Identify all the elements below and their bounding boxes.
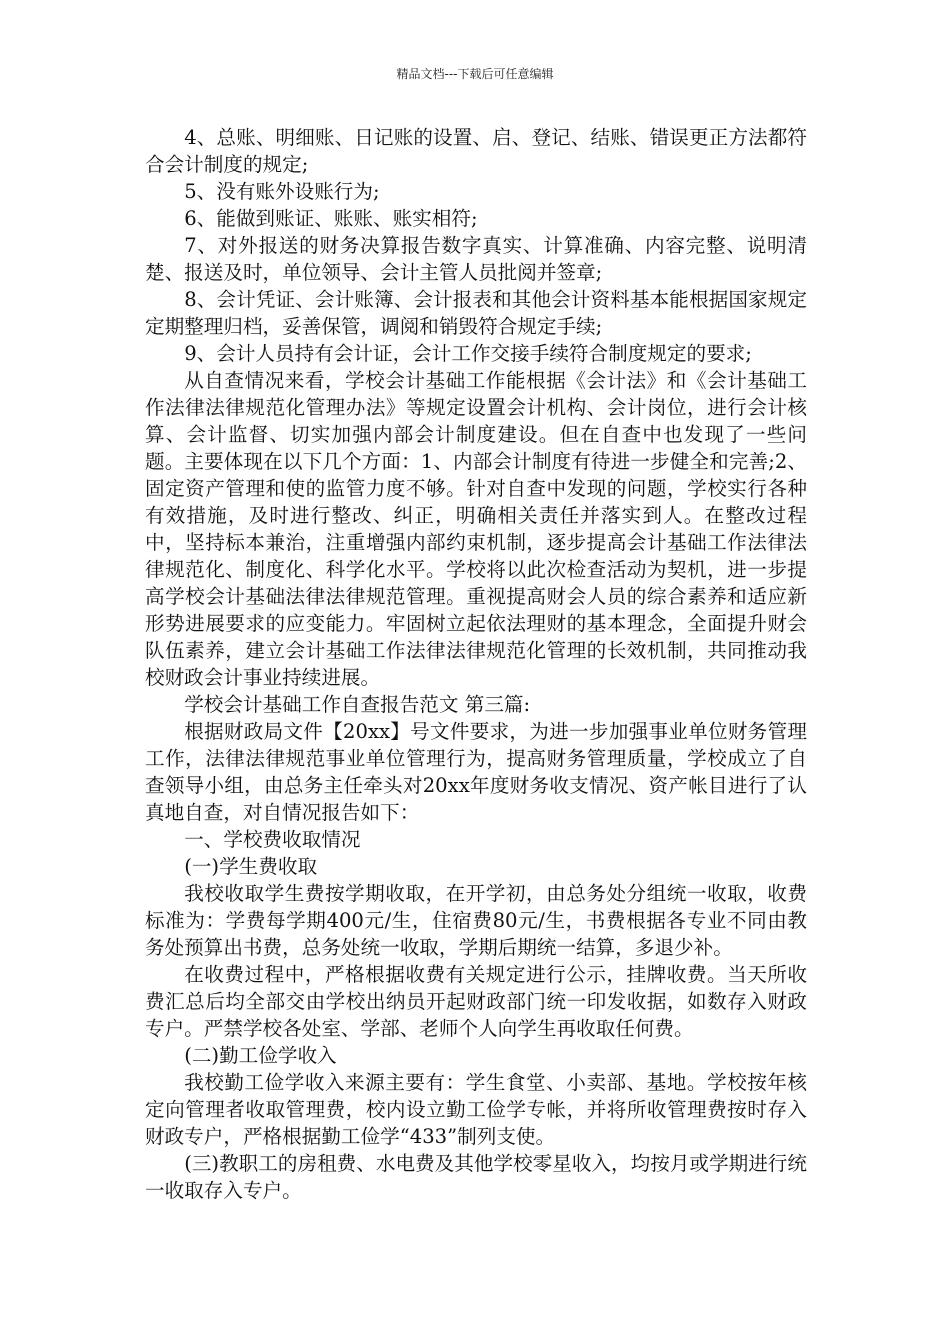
page-header: 精品文档---下载后可任意编辑 <box>396 67 554 81</box>
paragraph-intro: 根据财政局文件【20xx】号文件要求，为进一步加强事业单位财务管理工作，法律法律规范事业单位管理行为，提高财务管理质量，学校成立了自查领导小组，由总务主任牵头对20xx年度财务收支情况、资产帐目进行了认真地自查，对自情况报告如下： <box>145 720 807 824</box>
subheading-work-study: (二)勤工俭学收入 <box>184 1044 337 1067</box>
paragraph-self-check-summary: 从自查情况来看，学校会计基础工作能根据《会计法》和《会计基础工作法律法律规范化管理办法》等规定设置会计机构、会计岗位，进行会计核算、会计监督、切实加强内部会计制度建设。但在自查中也发现了一些问题。主要体现在以下几个方面：1、内部会计制度有待进一步健全和完善;2、固定资产管理和使的监管力度不够。针对自查中发现的问题，学校实行各种有效措施，及时进行整改、纠正，明确相关责任并落实到人。在整改过程中，坚持标本兼治，注重增强内部约束机制，逐步提高会计基础工作法律法律规范化、制度化、科学化水平。学校将以此次检查活动为契机，进一步提高学校会计基础法律法律规范管理。重视提高财会人员的综合素养和适应新形势进展要求的应变能力。牢固树立起依法理财的基本理念，全面提升财会队伍素养，建立会计基础工作法律法律规范化管理的长效机制，共同推动我校财政会计事业持续进展。 <box>145 369 807 689</box>
subheading-student-fees: (一)学生费收取 <box>184 855 318 878</box>
document-body <box>145 124 807 1204</box>
paragraph-item-5: 5、没有账外设账行为; <box>184 180 380 203</box>
paragraph-student-fees: 我校收取学生费按学期收取，在开学初，由总务处分组统一收取，收费标准为：学费每学期400元/生，住宿费80元/生，书费根据各专业不同由教务处预算出书费，总务处统一收取，学期后期统一结算，多退少补。 <box>145 882 807 959</box>
paragraph-fee-process: 在收费过程中，严格根据收费有关规定进行公示，挂牌收费。当天所收费汇总后均全部交由学校出纳员开起财政部门统一印发收据，如数存入财政专户。严禁学校各处室、学部、老师个人向学生再收取任何费。 <box>145 963 807 1040</box>
paragraph-item-8: 8、会计凭证、会计账簿、会计报表和其他会计资料基本能根据国家规定定期整理归档，妥善保管，调阅和销毁符合规定手续; <box>145 288 807 338</box>
paragraph-item-4: 4、总账、明细账、日记账的设置、启、登记、结账、错误更正方法都符合会计制度的规定; <box>145 126 807 176</box>
paragraph-item-7: 7、对外报送的财务决算报告数字真实、计算准确、内容完整、说明清楚、报送及时，单位领导、会计主管人员批阅并签章; <box>145 234 807 284</box>
paragraph-work-study: 我校勤工俭学收入来源主要有：学生食堂、小卖部、基地。学校按年核定向管理者收取管理费，校内设立勤工俭学专帐，并将所收管理费按时存入财政专户，严格根据勤工俭学“433”制列支使。 <box>145 1071 807 1148</box>
heading-fee-collection: 一、学校费收取情况 <box>184 828 361 851</box>
paragraph-item-6: 6、能做到账证、账账、账实相符; <box>184 207 478 230</box>
section-title-part-three: 学校会计基础工作自查报告范文 第三篇: <box>184 693 531 716</box>
paragraph-other-income: (三)教职工的房租费、水电费及其他学校零星收入，均按月或学期进行统一收取存入专户。 <box>145 1152 807 1202</box>
paragraph-item-9: 9、会计人员持有会计证，会计工作交接手续符合制度规定的要求; <box>184 342 752 365</box>
